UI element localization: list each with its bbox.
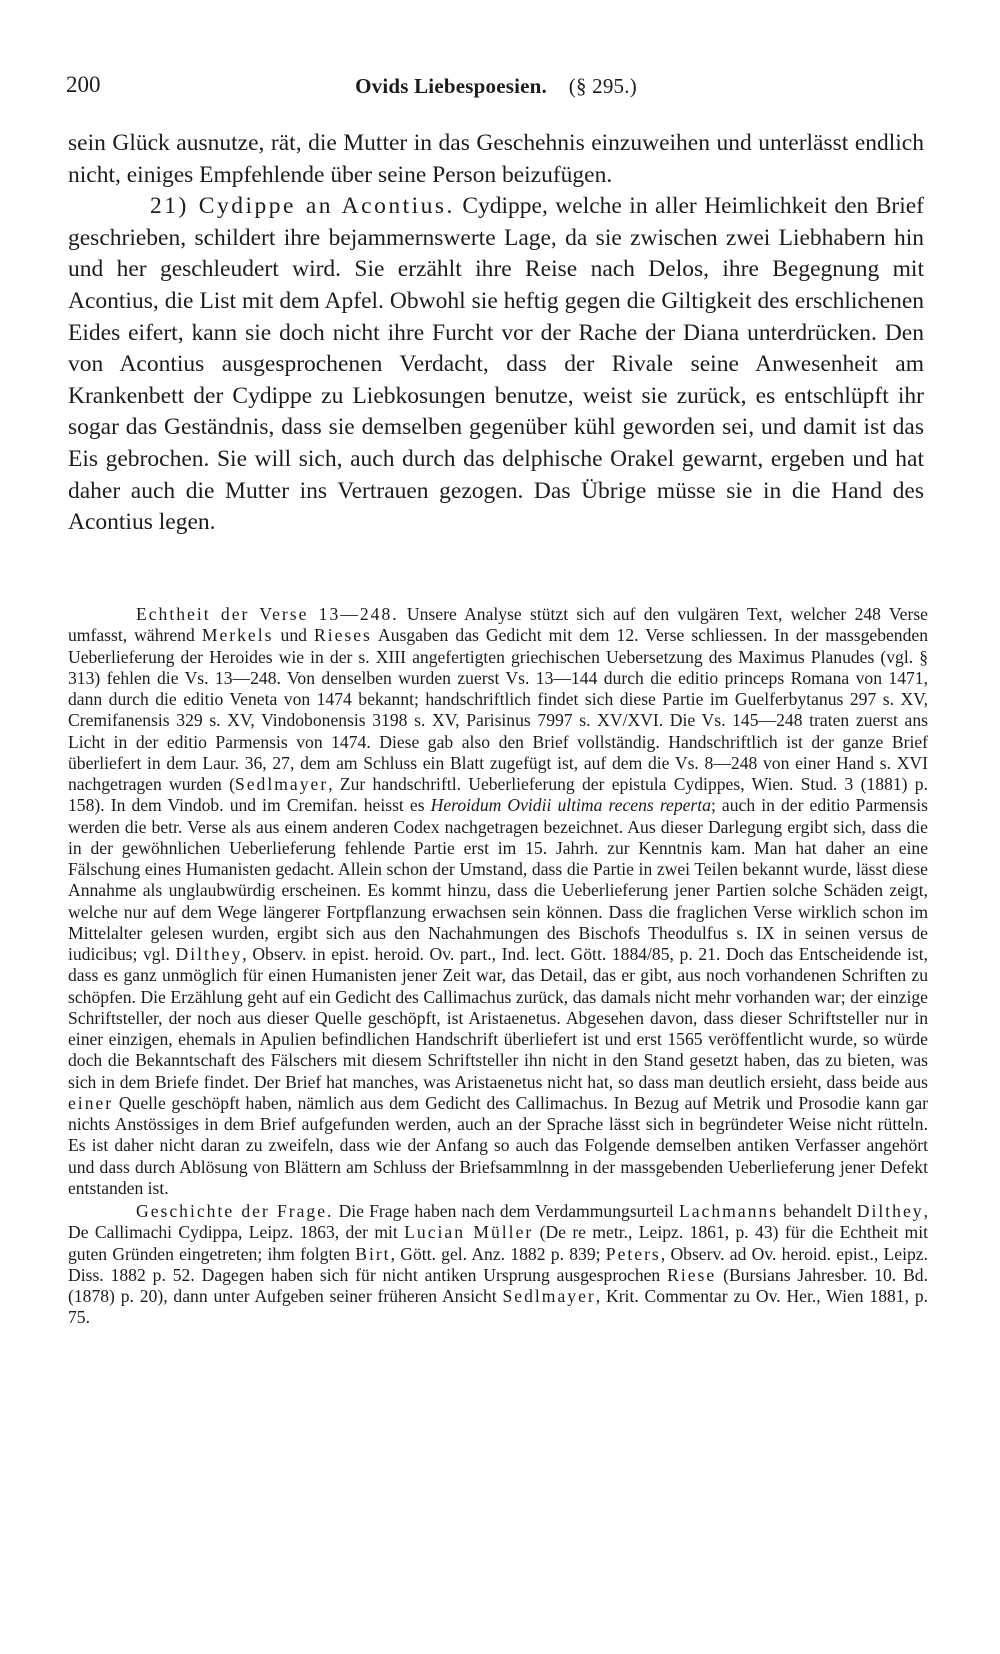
main-text <box>68 128 924 539</box>
note-geschichte: Geschichte der Frage. Die Frage haben nach dem Verdammungsurteil Lachmanns behandelt Dilthey, De Callimachi Cydippa, Leipz. 1863, der mit Lucian Müller (De re metr., Leipz. 1861, p. 43) für die Echtheit mit guten Gründen eingetreten; ihm folgten Birt, Gött. gel. Anz. 1882 p. 839; Peters, Observ. ad Ov. heroid. epist., Leipz. Diss. 1882 p. 52. Dagegen haben sich für nicht antiken Ursprung ausgesprochen Riese (Bursians Jahresber. 10. Bd. (1878) p. 20), dann unter Aufgeben seiner früheren Ansicht Sedlmayer, Krit. Commentar zu Ov. Her., Wien 1881, p. 75. <box>68 1201 929 1328</box>
running-title <box>66 74 926 99</box>
author-birt: Birt <box>355 1243 391 1264</box>
author-dilthey: Dilthey <box>175 944 243 964</box>
note-heading-echtheit: Echtheit der Verse 13—248. <box>136 604 399 624</box>
note-echtheit: Echtheit der Verse 13—248. Unsere Analyse stützt sich auf den vulgären Text, welcher 248 Verse umfasst, während Merkels und Rieses Ausgaben das Gedicht mit dem 12. Verse schliessen. In der massgebenden Ueberlieferung der Heroides wie in der s. XIII angefertigten griechischen Uebersetzung des Maximus Planudes (vgl. § 313) fehlen die Vs. 13—248. Von denselben wurden zuerst Vs. 13—144 durch die editio princeps Romana von 1471, dann durch die editio Veneta von 1474 bekannt; handschriftlich findet sich diese Partie im Guelferbytanus 297 s. XV, Cremifanensis 329 s. XV, Vindobonensis 3198 s. XV, Parisinus 7997 s. XV/XVI. Die Vs. 145—248 traten zuerst ans Licht in der editio Parmensis von 1474. Diese gab also den Brief vollständig. Handschriftlich ist der ganze Brief überliefert in dem Laur. 36, 27, dem am Schluss ein Blatt zugefügt ist, auf dem die Vs. 8—248 von einer Hand s. XVI nachgetragen wurden (Sedlmayer, Zur handschriftl. Ueberlieferung der epistula Cydippes, Wien. Stud. 3 (1881) p. 158). In dem Vindob. und im Cremifan. heisst es Heroidum Ovidii ultima recens reperta; auch in der editio Parmensis werden die betr. Verse als aus einem anderen Codex nachgetragen bezeichnet. Aus dieser Darlegung ergibt sich, dass die in der gewöhnlichen Ueberlieferung fehlende Partie erst im 15. Jahrh. zur Kenntnis kam. Man hat daher an eine Fälschung eines Humanisten gedacht. Allein schon der Umstand, dass die Partie in zwei Teilen bekannt wurde, lässt diese Annahme als unglaubwürdig erscheinen. Es kommt hinzu, dass die Ueberlieferung jener Partien solche Schäden zeigt, welche nur auf dem Wege längerer Fortpflanzung erwachsen sein können. Dass die fraglichen Verse wirklich schon im Mittelalter gelesen wurden, ergibt sich aus den Nachahmungen des Bischofs Theodulfus s. IX in seinen versus de iudicibus; vgl. Dilthey, Observ. in epist. heroid. Ov. part., Ind. lect. Gött. 1884/85, p. 21. Doch das Entscheidende ist, dass es ganz unmöglich für einen Humanisten jener Zeit war, das Detail, das er gibt, aus noch vorhandenen Schriften zu schöpfen. Die Erzählung geht auf ein Gedicht des Callimachus zurück, das damals nicht mehr vorhanden war; der einzige Schriftsteller, der noch aus dieser Quelle geschöpft, ist Aristaenetus. Abgesehen davon, dass dieser Schriftsteller nur in einer einzigen, ehemals in Apulien befindlichen Handschrift überliefert ist und erst 1565 veröffentlicht wurde, so würde doch die Bekanntschaft des Fälschers mit diesem Schriftsteller ihn nicht in den Stand gesetzt haben, das zu bieten, was sich in dem Briefe findet. Der Brief hat manches, was Aristaenetus nicht hat, so dass man deutlich ersieht, dass beide aus einer Quelle geschöpft haben, nämlich aus dem Gedicht des Callimachus. In Bezug auf Metrik und Prosodie kann gar nichts Anstössiges in dem Brief aufgefunden werden, auch an der Sprache lässt sich in begründeter Weise nicht rütteln. Es ist daher nicht daran zu zweifeln, dass wie der Anfang so auch das Folgende demselben antiken Verfasser angehört und dass durch Ablösung von Blättern am Schluss der Briefsammlnng in der massgebenden Ueberlieferung jener Defekt entstanden ist. <box>68 604 928 1198</box>
author-merkel: Merkels <box>201 625 274 646</box>
page-number: 200 <box>66 72 101 97</box>
page-header <box>66 70 926 102</box>
paragraph-continuation: sein Glück ausnutze, rät, die Mutter in das Geschehnis einzuweihen und unterlässt endlich nicht, einiges Empfehlende über seine Person beizufügen. <box>68 130 924 188</box>
author-riese-2: Riese <box>667 1264 717 1285</box>
note-heading-geschichte: Geschichte der Frage. <box>136 1201 334 1221</box>
footnotes <box>68 604 928 1329</box>
section-reference: (§ 295.) <box>568 74 637 98</box>
author-dilthey-2: Dilthey <box>856 1201 924 1221</box>
latin-title-italic: Heroidum Ovidii ultima recens reperta <box>430 795 711 816</box>
paragraph-cydippe-text: Cydippe, welche in aller Heimlichkeit den Brief geschrieben, schildert ihre bejammernswerte Lage, da sie zwischen zwei Liebhabern hin und her geschleudert wird. Sie erzählt ihre Reise nach Delos, ihre Begegnung mit Acontius, die List mit dem Apfel. Obwohl sie heftig gegen die Giltigkeit des erschlichenen Eides eifert, kann sie doch nicht ihre Furcht vor der Rache der Diana unterdrücken. Den von Acontius ausgesprochenen Verdacht, dass der Rivale seine Anwesenheit am Krankenbett der Cydippe zu Liebkosungen benutze, weist sie zurück, es entschlüpft ihr sogar das Geständnis, dass sie demselben gegenüber kühl geworden sei, und damit ist das Eis gebrochen. Sie will sich, auch durch das delphische Orakel gewarnt, ergeben und hat daher auch die Mutter ins Vertrauen gezogen. Das Übrige müsse sie in die Hand des Acontius legen. <box>68 193 924 536</box>
author-sedlmayer: Sedlmayer <box>234 774 329 794</box>
emphasis-einer: einer <box>68 1092 114 1113</box>
author-lachmann: Lachmanns <box>678 1201 779 1221</box>
paragraph-cydippe <box>68 191 924 539</box>
author-mueller: Lucian Müller <box>404 1222 534 1243</box>
section-heading-cydippe: 21) Cydippe an Acontius. <box>150 193 455 220</box>
author-peters: Peters <box>605 1243 661 1264</box>
running-title-text: Ovids Liebespoesien. <box>355 74 547 98</box>
author-riese: Rieses <box>313 625 372 646</box>
author-sedlmayer-2: Sedlmayer <box>502 1286 596 1306</box>
